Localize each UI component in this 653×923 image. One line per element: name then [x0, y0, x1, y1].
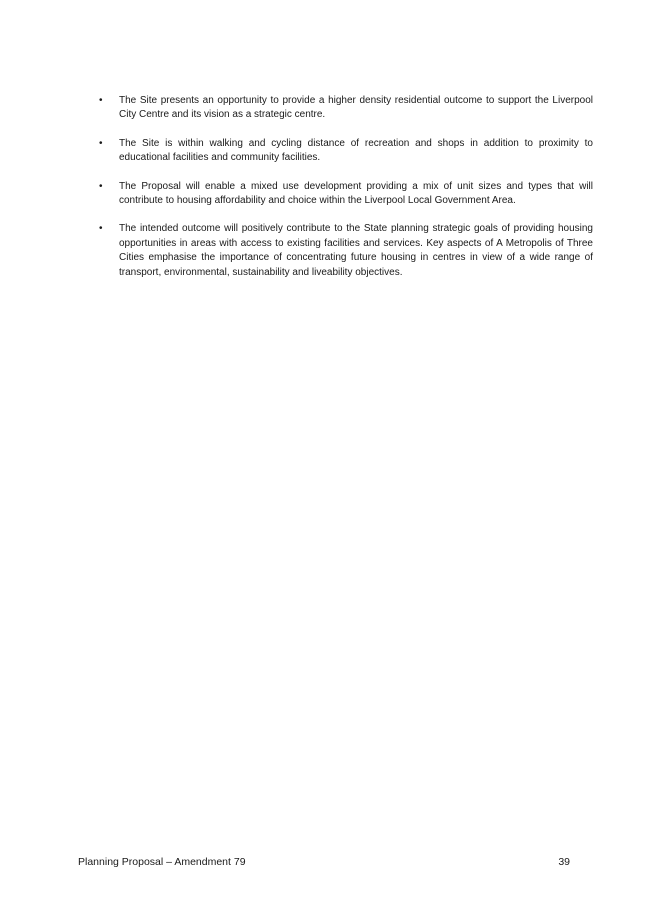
bullet-text: The Proposal will enable a mixed use development providing a mix of unit sizes and types that will contribute to housing affordability and choice within the Liverpool Local Government Area. [119, 180, 593, 207]
bullet-text: The Site is within walking and cycling distance of recreation and shops in addition to proximity to educational facilities and community facilities. [119, 137, 593, 164]
bullet-item [95, 94, 593, 123]
bullet-item [95, 222, 593, 280]
page-number: 39 [558, 856, 570, 868]
page-footer [78, 855, 570, 869]
bullet-text: The Site presents an opportunity to provide a higher density residential outcome to support the Liverpool City Centre and its vision as a strategic centre. [119, 95, 593, 121]
bullet-item [95, 137, 593, 166]
bullet-dot-icon: • [99, 137, 103, 149]
bullet-list [95, 94, 593, 294]
bullet-dot-icon: • [99, 223, 103, 235]
footer-title: Planning Proposal – Amendment 79 [78, 856, 246, 868]
bullet-dot-icon: • [99, 95, 103, 106]
bullet-item [95, 180, 593, 209]
bullet-dot-icon: • [99, 180, 103, 192]
bullet-text: The intended outcome will positively contribute to the State planning strategic goals of providing housing opportunities in areas with access to existing facilities and services. Key aspects of A Metropolis of Three Cities emphasise the importance of concentrating future housing in centres in view of a wide range of transport, environmental, sustainability and liveability objectives. [119, 223, 593, 278]
